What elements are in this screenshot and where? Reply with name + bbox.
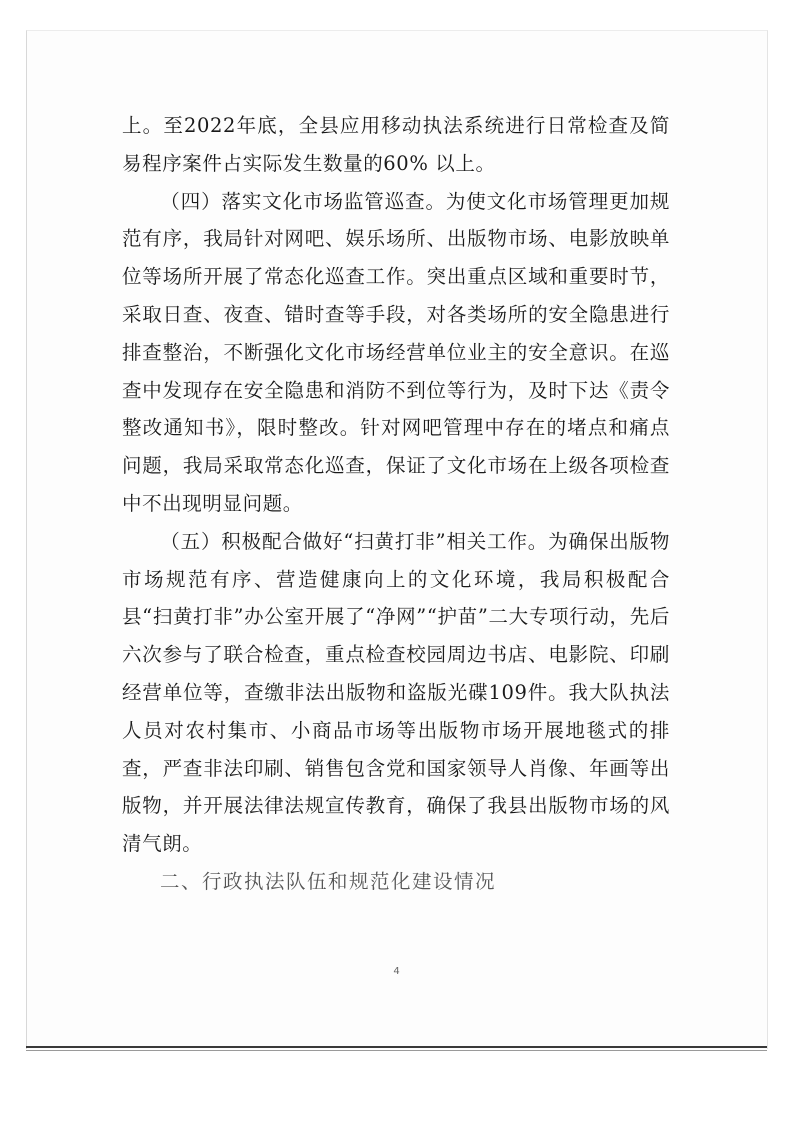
section-heading: 二、行政执法队伍和规范化建设情况 (160, 869, 497, 893)
scan-edge-line-secondary (26, 1050, 767, 1051)
paragraph-continuation: 上。至2022年底，全县应用移动执法系统进行日常检查及简易程序案件占实际发生数量的60% 以上。 (122, 114, 670, 175)
page-number: 4 (393, 966, 400, 977)
scan-edge-line (26, 1046, 767, 1048)
document-body (122, 107, 670, 901)
paragraph-section-five: （五）积极配合做好“扫黄打非”相关工作。为确保出版物市场规范有序、营造健康向上的文化环境，我局积极配合县“扫黄打非”办公室开展了“净网”“护苗”二大专项行动，先后六次参与了联合检查，重点检查校园周边书店、电影院、印刷经营单位等，查缴非法出版物和盗版光碟109件。我大队执法人员对农村集市、小商品市场等出版物市场开展地毯式的排查，严查非法印刷、销售包含党和国家领导人肖像、年画等出版物，并开展法律法规宣传教育，确保了我县出版物市场的风清气朗。 (122, 529, 670, 856)
paragraph-section-four: （四）落实文化市场监管巡查。为使文化市场管理更加规范有序，我局针对网吧、娱乐场所、出版物市场、电影放映单位等场所开展了常态化巡查工作。突出重点区域和重要时节，采取日查、夜查、错时查等手段，对各类场所的安全隐患进行排查整治，不断强化文化市场经营单位业主的安全意识。在巡查中发现存在安全隐患和消防不到位等行为，及时下达《责令整改通知书》，限时整改。针对网吧管理中存在的堵点和痛点问题，我局采取常态化巡查，保证了文化市场在上级各项检查中不出现明显问题。 (122, 189, 670, 515)
